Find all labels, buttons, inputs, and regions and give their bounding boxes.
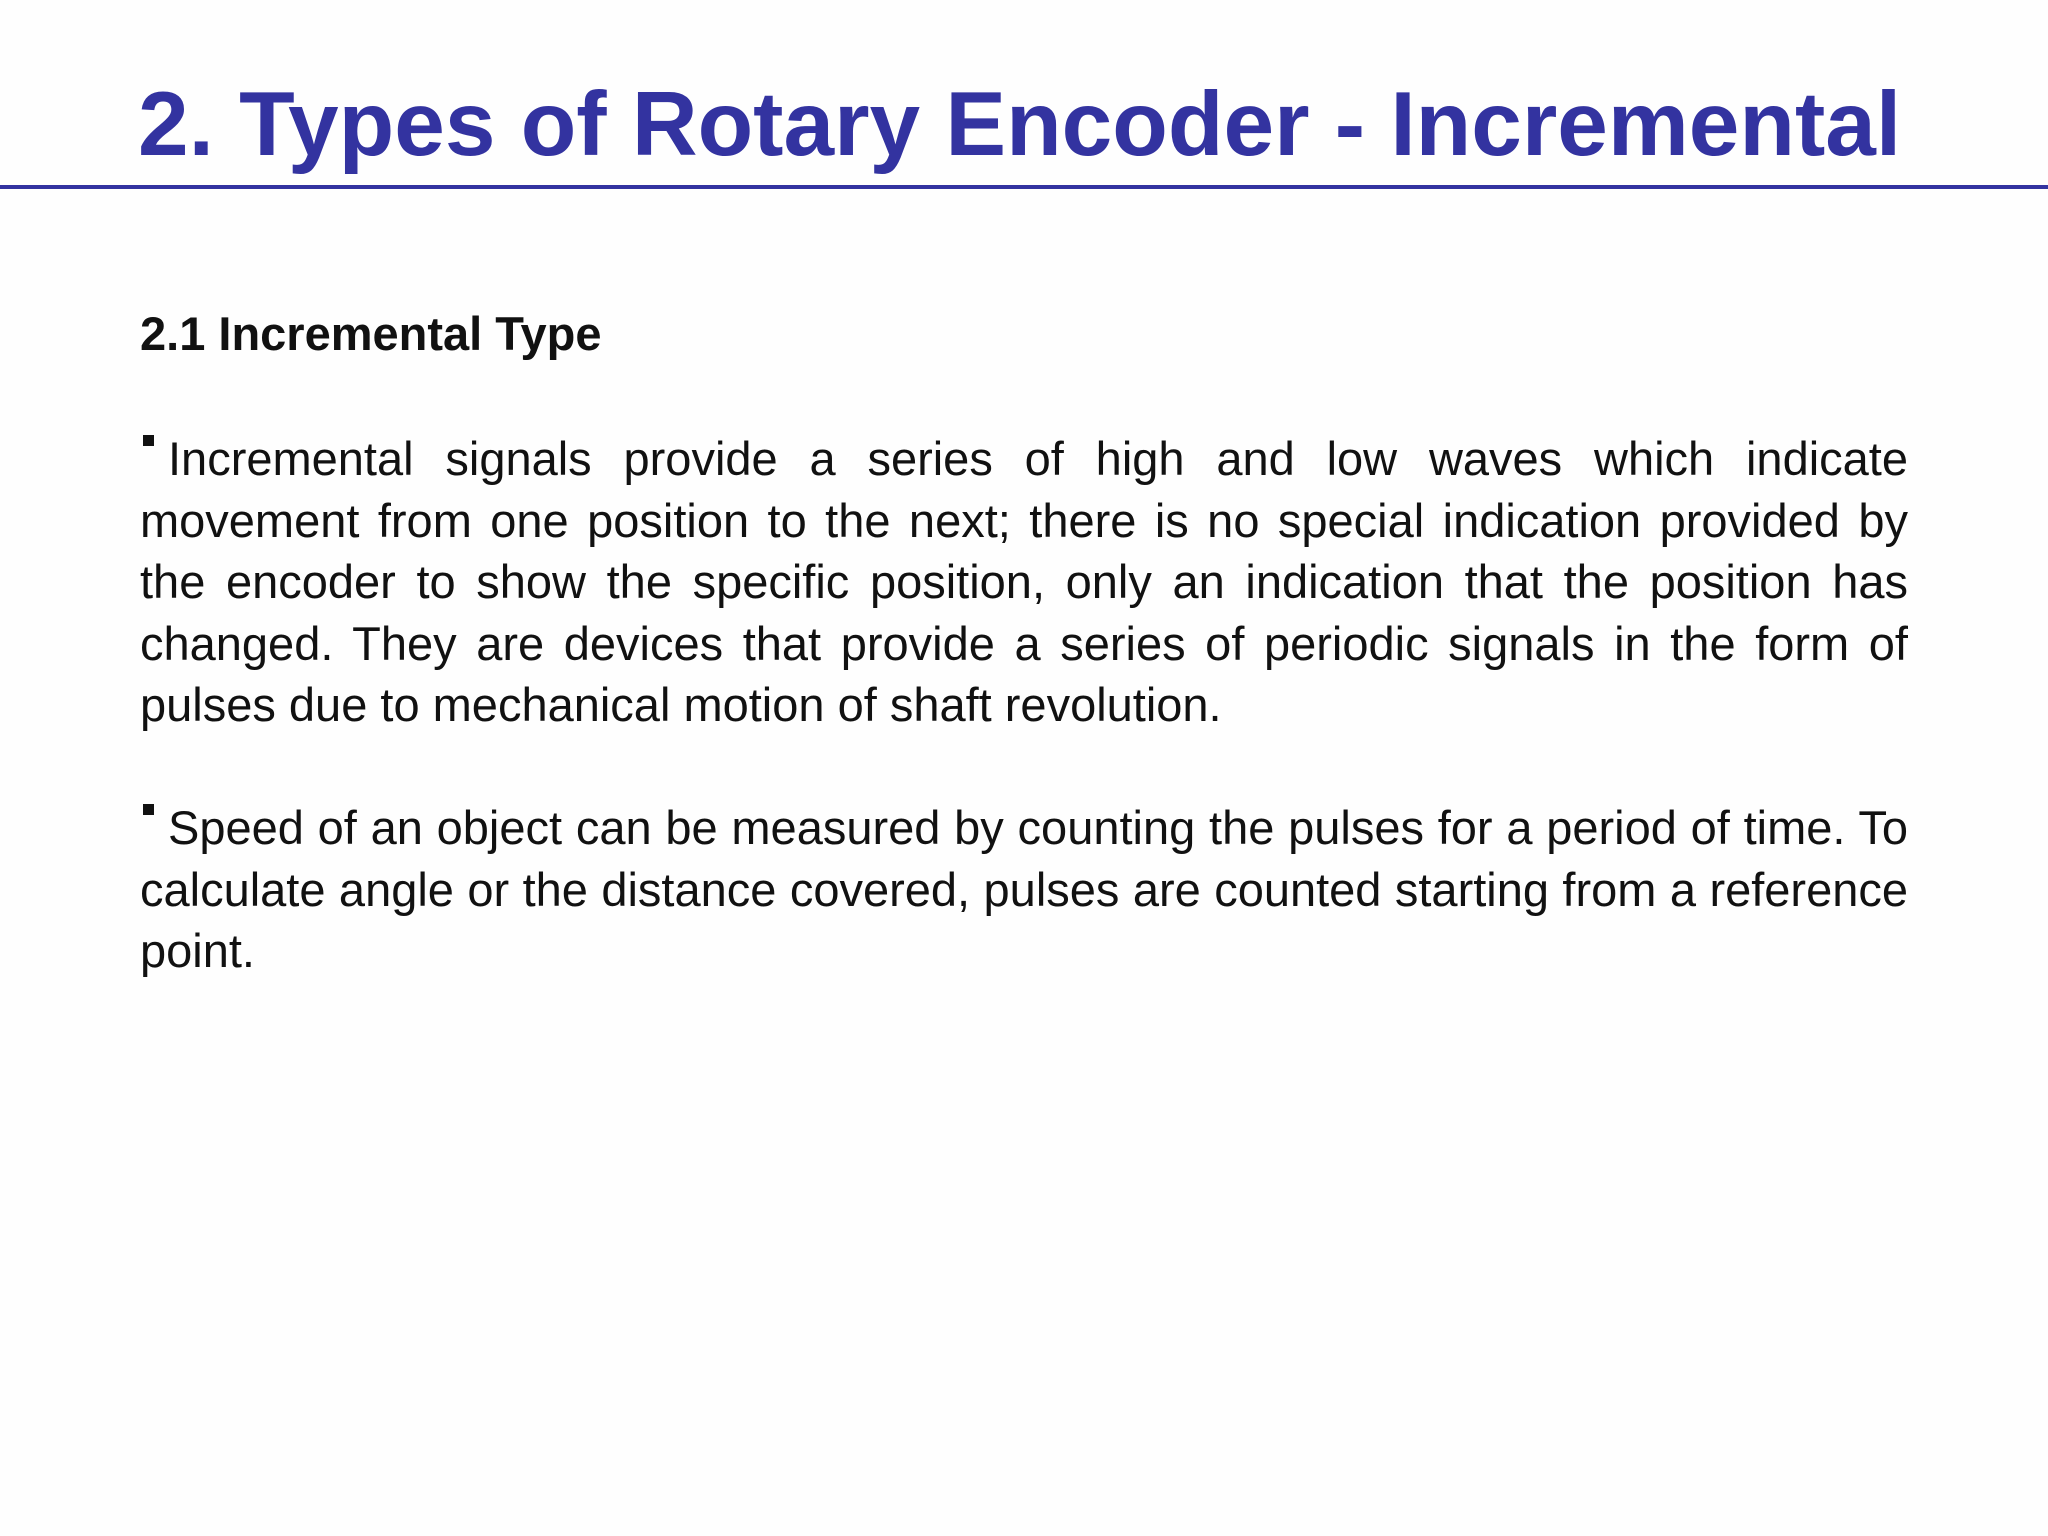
title-underline — [0, 185, 2048, 189]
bullet-text-1: Incremental signals provide a series of high and low waves which indicate movement from one position to the next; there is no special indication provided by the encoder to show the specific position, only an indication that the position has changed. They are devices that provide a series of periodic signals in the form of pulses due to mechanical motion of shaft revolution. — [140, 432, 1908, 731]
bullet-text-2: Speed of an object can be measured by counting the pulses for a period of time. To calculate angle or the distance covered, pulses are counted starting from a reference point. — [140, 801, 1908, 977]
square-bullet-icon — [143, 435, 154, 446]
square-bullet-icon — [143, 804, 154, 815]
bullet-paragraph-1 — [140, 428, 1908, 736]
section-heading: 2.1 Incremental Type — [140, 307, 602, 360]
slide-title: 2. Types of Rotary Encoder - Incremental — [138, 74, 1902, 175]
bullet-paragraph-2 — [140, 797, 1908, 982]
